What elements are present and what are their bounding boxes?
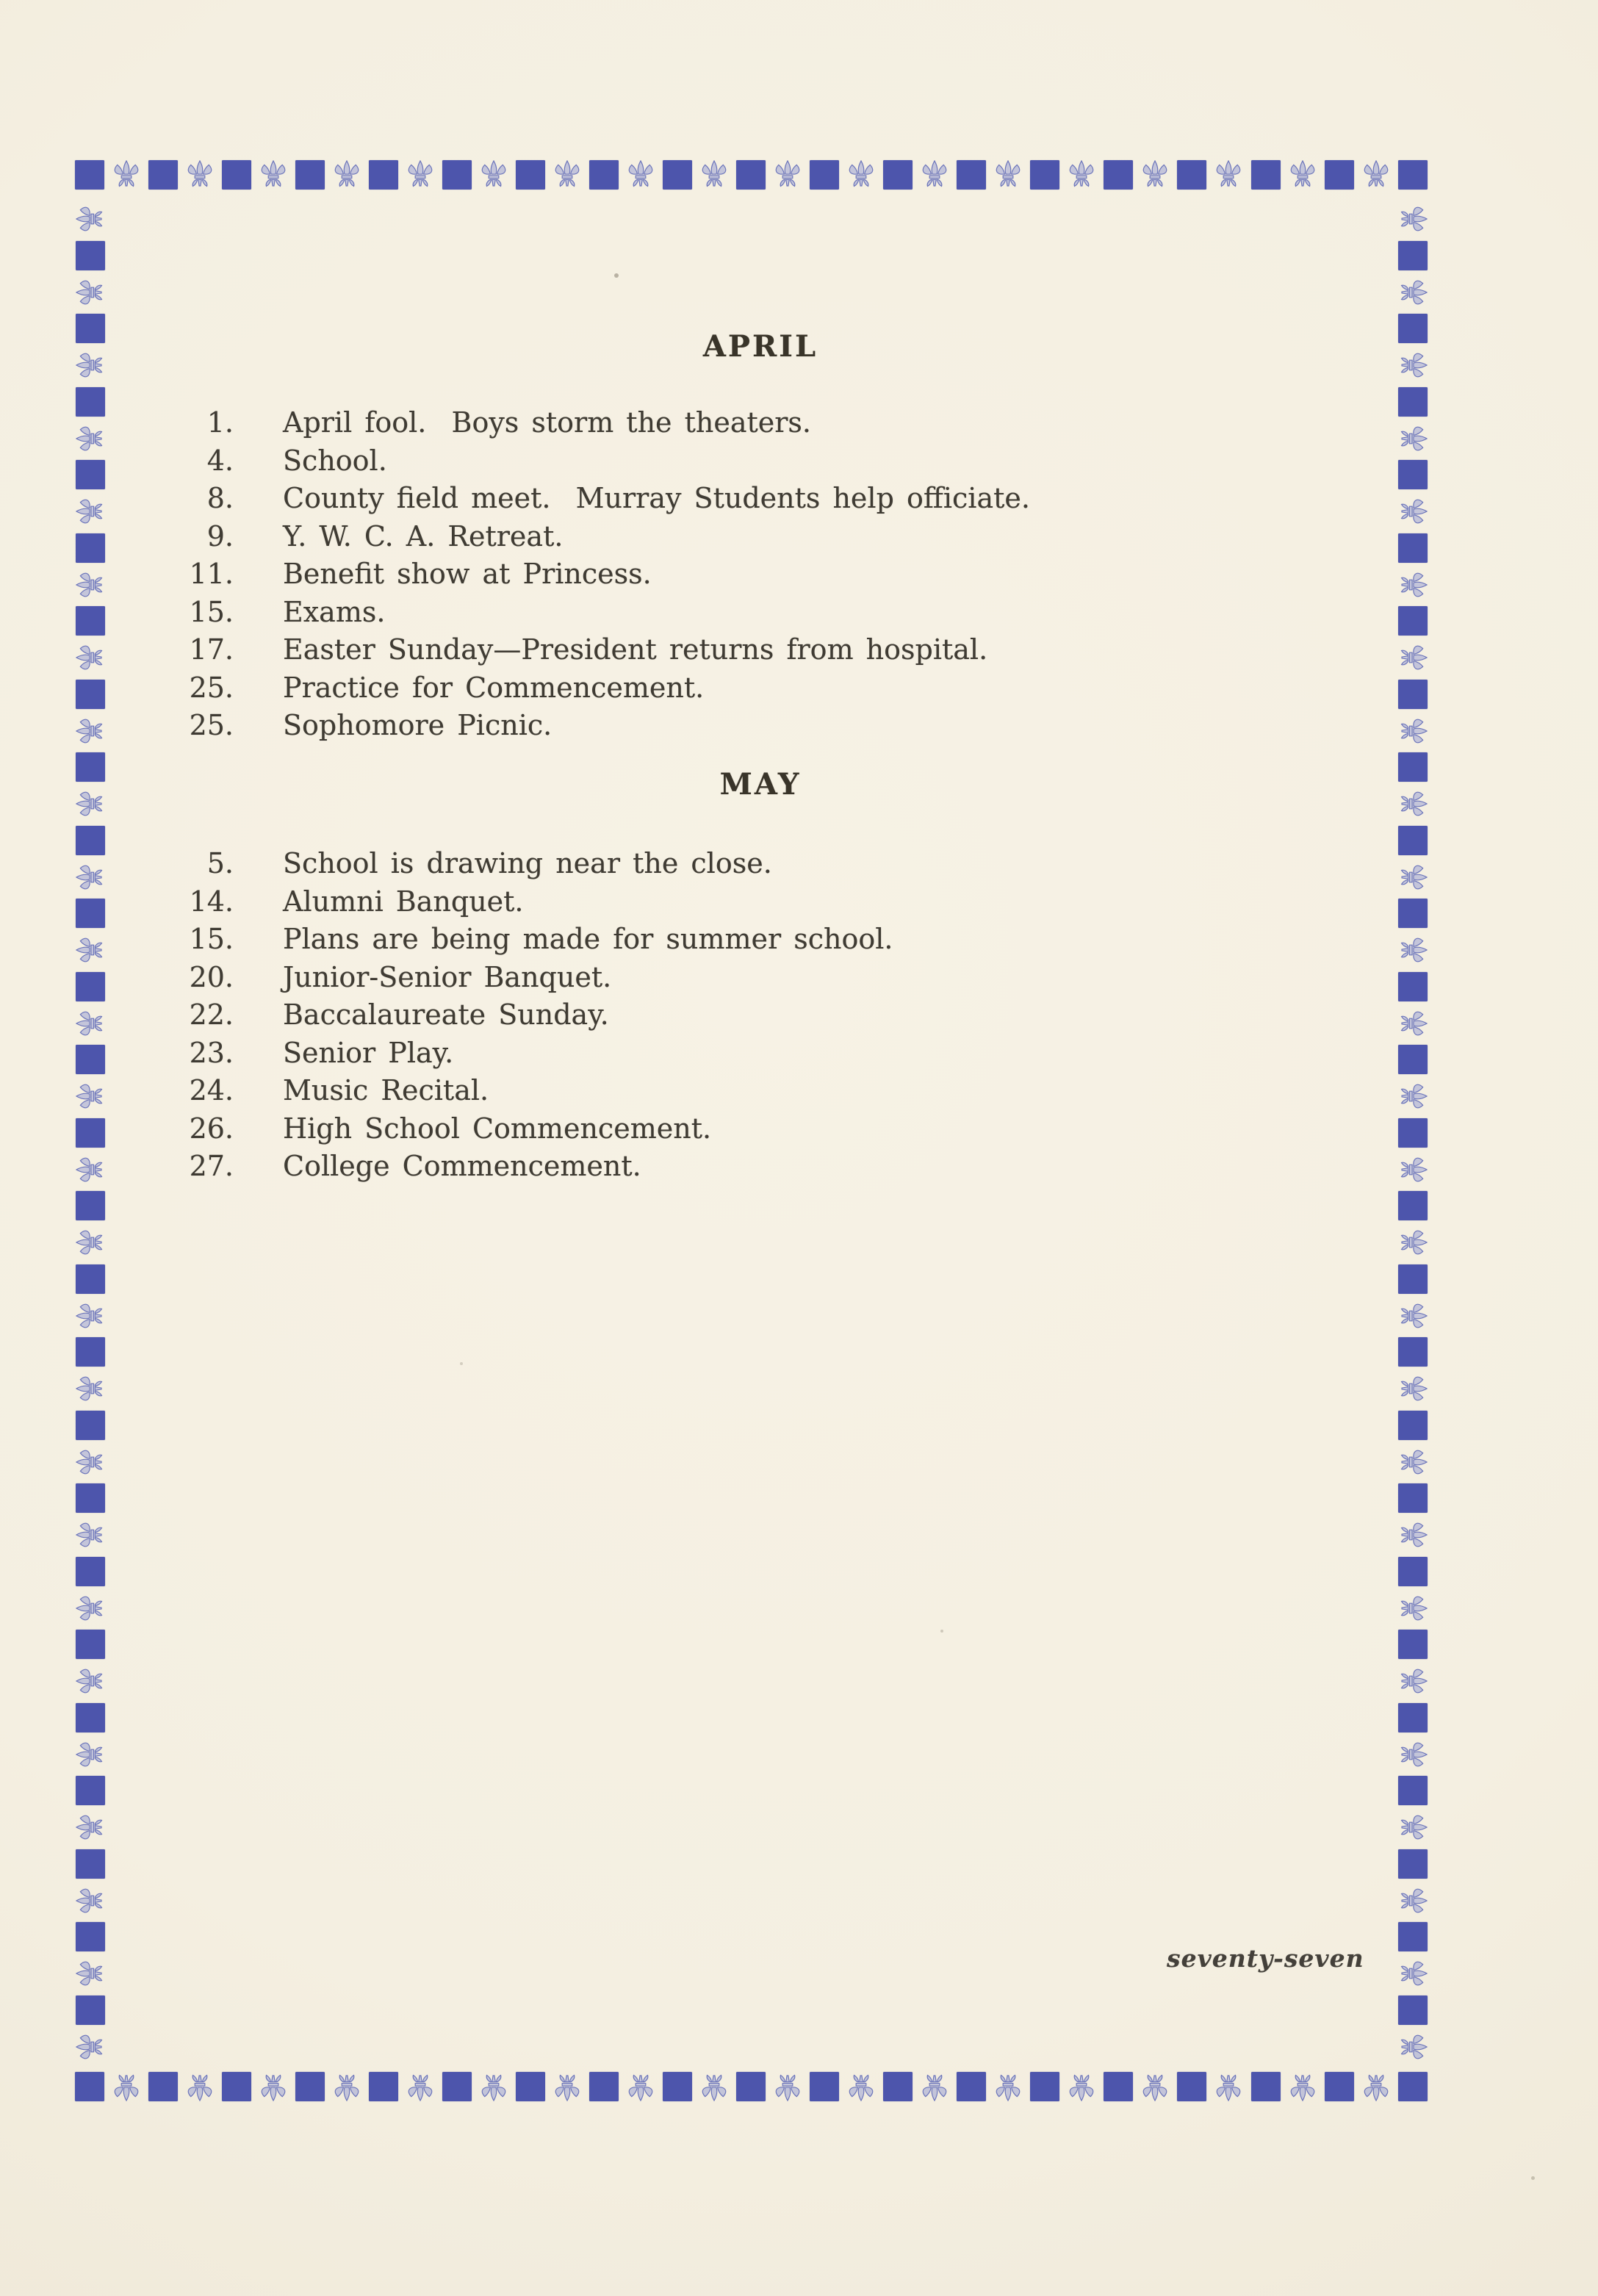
square-tile-icon [736, 160, 766, 190]
event-day: 24. [189, 1074, 234, 1106]
square-tile-icon [1398, 1922, 1428, 1951]
page-number: seventy-seven [1167, 1944, 1364, 1973]
border-right [1397, 204, 1429, 2062]
square-tile-icon [76, 1922, 105, 1951]
event-description: Baccalaureate Sunday. [283, 998, 609, 1031]
event-row [169, 404, 1352, 442]
fleur-de-lis-icon [76, 351, 105, 379]
event-day: 15. [189, 595, 234, 628]
fleur-de-lis-icon [1398, 1228, 1428, 1256]
fleur-de-lis-icon [76, 425, 105, 453]
fleur-de-lis-icon [1398, 1302, 1428, 1330]
event-list-april [169, 404, 1352, 745]
fleur-de-lis-icon [76, 1741, 105, 1768]
fleur-de-lis-icon [1398, 351, 1428, 379]
fleur-de-lis-icon [1398, 644, 1428, 672]
square-tile-icon [76, 1703, 105, 1732]
fleur-de-lis-icon [76, 1594, 105, 1622]
fleur-de-lis-icon [76, 1887, 105, 1915]
square-tile-icon [222, 2072, 251, 2101]
event-day: 26. [189, 1112, 234, 1145]
fleur-de-lis-icon [406, 160, 434, 190]
event-day: 27. [189, 1150, 234, 1182]
fleur-de-lis-icon [76, 1375, 105, 1403]
square-tile-icon [663, 160, 692, 190]
square-tile-icon [76, 826, 105, 855]
square-tile-icon [442, 2072, 472, 2101]
square-tile-icon [1177, 160, 1206, 190]
square-tile-icon [1398, 1191, 1428, 1220]
fleur-de-lis-icon [847, 160, 875, 190]
square-tile-icon [1030, 2072, 1059, 2101]
event-row [169, 707, 1352, 745]
paper-speck [614, 273, 619, 278]
fleur-de-lis-icon [333, 2072, 361, 2101]
fleur-de-lis-icon [333, 160, 361, 190]
event-description: High School Commencement. [283, 1112, 712, 1145]
event-day: 20. [189, 960, 234, 993]
event-day: 11. [189, 558, 234, 590]
event-description: Music Recital. [283, 1074, 489, 1106]
event-row [169, 845, 1352, 883]
paper-speck [1531, 2176, 1535, 2180]
fleur-de-lis-icon [259, 2072, 287, 2101]
square-tile-icon [76, 972, 105, 1001]
fleur-de-lis-icon [1398, 425, 1428, 453]
fleur-de-lis-icon [1398, 1959, 1428, 1987]
fleur-de-lis-icon [76, 2033, 105, 2061]
square-tile-icon [516, 2072, 545, 2101]
square-tile-icon [369, 160, 398, 190]
fleur-de-lis-icon [553, 160, 581, 190]
square-tile-icon [1398, 680, 1428, 709]
square-tile-icon [1398, 2072, 1428, 2101]
square-tile-icon [736, 2072, 766, 2101]
square-tile-icon [76, 1118, 105, 1148]
fleur-de-lis-icon [774, 160, 802, 190]
fleur-de-lis-icon [1398, 1082, 1428, 1110]
event-day: 8. [206, 482, 234, 514]
square-tile-icon [663, 2072, 692, 2101]
square-tile-icon [1398, 460, 1428, 489]
square-tile-icon [76, 752, 105, 782]
square-tile-icon [75, 160, 104, 190]
event-row [169, 1110, 1352, 1148]
fleur-de-lis-icon [76, 1667, 105, 1695]
square-tile-icon [1398, 1337, 1428, 1367]
event-day: 25. [189, 709, 234, 741]
square-tile-icon [76, 1191, 105, 1220]
square-tile-icon [1398, 1630, 1428, 1659]
square-tile-icon [76, 680, 105, 709]
event-row [169, 921, 1352, 959]
square-tile-icon [883, 160, 913, 190]
square-tile-icon [516, 160, 545, 190]
fleur-de-lis-icon [76, 205, 105, 233]
event-row [169, 1034, 1352, 1073]
square-tile-icon [1398, 1849, 1428, 1879]
fleur-de-lis-icon [1398, 2033, 1428, 2061]
square-tile-icon [957, 160, 986, 190]
fleur-de-lis-icon [921, 2072, 949, 2101]
fleur-de-lis-icon [76, 1156, 105, 1184]
square-tile-icon [1251, 160, 1281, 190]
fleur-de-lis-icon [1398, 1887, 1428, 1915]
event-description: Easter Sunday—President returns from hospital. [283, 633, 988, 666]
square-tile-icon [1398, 1045, 1428, 1074]
square-tile-icon [1104, 2072, 1133, 2101]
square-tile-icon [589, 160, 619, 190]
square-tile-icon [1398, 387, 1428, 417]
square-tile-icon [76, 1630, 105, 1659]
event-description: Benefit show at Princess. [283, 558, 652, 590]
event-description: Plans are being made for summer school. [283, 923, 893, 955]
fleur-de-lis-icon [112, 160, 140, 190]
event-description: Sophomore Picnic. [283, 709, 553, 741]
event-row [169, 883, 1352, 921]
square-tile-icon [1325, 160, 1354, 190]
event-row [169, 631, 1352, 669]
square-tile-icon [76, 1483, 105, 1513]
square-tile-icon [76, 533, 105, 563]
fleur-de-lis-icon [406, 2072, 434, 2101]
square-tile-icon [883, 2072, 913, 2101]
square-tile-icon [148, 2072, 178, 2101]
square-tile-icon [222, 160, 251, 190]
event-description: Junior-Senior Banquet. [283, 960, 612, 993]
event-row [169, 594, 1352, 632]
fleur-de-lis-icon [76, 1521, 105, 1549]
square-tile-icon [1398, 1557, 1428, 1586]
fleur-de-lis-icon [1398, 1594, 1428, 1622]
fleur-de-lis-icon [1398, 1010, 1428, 1037]
fleur-de-lis-icon [186, 2072, 214, 2101]
fleur-de-lis-icon [76, 717, 105, 745]
square-tile-icon [810, 2072, 839, 2101]
square-tile-icon [76, 1557, 105, 1586]
event-day: 9. [206, 519, 234, 553]
square-tile-icon [76, 314, 105, 343]
square-tile-icon [1398, 899, 1428, 928]
square-tile-icon [76, 1776, 105, 1805]
square-tile-icon [76, 387, 105, 417]
fleur-de-lis-icon [847, 2072, 875, 2101]
fleur-de-lis-icon [1398, 205, 1428, 233]
event-row [169, 442, 1352, 481]
event-day: 23. [189, 1036, 234, 1069]
square-tile-icon [1398, 1118, 1428, 1148]
fleur-de-lis-icon [1398, 790, 1428, 818]
fleur-de-lis-icon [76, 1959, 105, 1987]
fleur-de-lis-icon [1398, 1375, 1428, 1403]
square-tile-icon [76, 1045, 105, 1074]
square-tile-icon [1398, 533, 1428, 563]
fleur-de-lis-icon [627, 160, 655, 190]
event-description: April fool. Boys storm the theaters. [283, 406, 812, 439]
square-tile-icon [1398, 1483, 1428, 1513]
fleur-de-lis-icon [1214, 2072, 1242, 2101]
fleur-de-lis-icon [76, 863, 105, 891]
event-row [169, 518, 1352, 556]
square-tile-icon [295, 2072, 325, 2101]
square-tile-icon [1398, 826, 1428, 855]
paper-speck [460, 1362, 463, 1365]
event-list-may [169, 845, 1352, 1186]
square-tile-icon [442, 160, 472, 190]
fleur-de-lis-icon [994, 2072, 1022, 2101]
event-description: County field meet. Murray Students help officiate. [283, 482, 1030, 514]
fleur-de-lis-icon [76, 1228, 105, 1256]
fleur-de-lis-icon [1289, 160, 1317, 190]
fleur-de-lis-icon [76, 278, 105, 306]
event-description: Exams. [283, 595, 386, 628]
square-tile-icon [76, 606, 105, 636]
event-row [169, 1148, 1352, 1186]
square-tile-icon [76, 1849, 105, 1879]
square-tile-icon [1398, 1995, 1428, 2025]
event-description: Y. W. C. A. Retreat. [283, 519, 564, 553]
fleur-de-lis-icon [1362, 160, 1390, 190]
event-day: 15. [189, 923, 234, 955]
square-tile-icon [589, 2072, 619, 2101]
square-tile-icon [1398, 241, 1428, 270]
square-tile-icon [1104, 160, 1133, 190]
square-tile-icon [369, 2072, 398, 2101]
event-description: College Commencement. [283, 1150, 641, 1182]
square-tile-icon [76, 241, 105, 270]
fleur-de-lis-icon [76, 1010, 105, 1037]
fleur-de-lis-icon [921, 160, 949, 190]
fleur-de-lis-icon [1398, 1741, 1428, 1768]
square-tile-icon [76, 460, 105, 489]
square-tile-icon [1398, 1703, 1428, 1732]
fleur-de-lis-icon [1362, 2072, 1390, 2101]
fleur-de-lis-icon [1398, 863, 1428, 891]
square-tile-icon [295, 160, 325, 190]
square-tile-icon [810, 160, 839, 190]
fleur-de-lis-icon [700, 2072, 728, 2101]
square-tile-icon [1177, 2072, 1206, 2101]
fleur-de-lis-icon [76, 936, 105, 964]
fleur-de-lis-icon [76, 1448, 105, 1476]
fleur-de-lis-icon [1398, 936, 1428, 964]
square-tile-icon [1398, 972, 1428, 1001]
fleur-de-lis-icon [1398, 717, 1428, 745]
fleur-de-lis-icon [480, 160, 508, 190]
fleur-de-lis-icon [1398, 571, 1428, 599]
section-april [169, 331, 1352, 745]
square-tile-icon [1398, 1264, 1428, 1294]
fleur-de-lis-icon [112, 2072, 140, 2101]
fleur-de-lis-icon [627, 2072, 655, 2101]
square-tile-icon [957, 2072, 986, 2101]
event-row [169, 669, 1352, 708]
fleur-de-lis-icon [1289, 2072, 1317, 2101]
fleur-de-lis-icon [1398, 1667, 1428, 1695]
event-row [169, 959, 1352, 997]
square-tile-icon [1398, 160, 1428, 190]
event-row [169, 996, 1352, 1034]
fleur-de-lis-icon [76, 571, 105, 599]
square-tile-icon [76, 1411, 105, 1440]
event-row [169, 555, 1352, 594]
fleur-de-lis-icon [700, 160, 728, 190]
section-may [169, 769, 1352, 1186]
fleur-de-lis-icon [1141, 160, 1169, 190]
fleur-de-lis-icon [1398, 278, 1428, 306]
event-day: 22. [189, 998, 234, 1031]
fleur-de-lis-icon [553, 2072, 581, 2101]
event-day: 1. [206, 406, 234, 439]
square-tile-icon [1325, 2072, 1354, 2101]
fleur-de-lis-icon [1141, 2072, 1169, 2101]
event-day: 5. [206, 847, 234, 879]
event-description: Practice for Commencement. [283, 671, 705, 704]
square-tile-icon [1398, 752, 1428, 782]
fleur-de-lis-icon [774, 2072, 802, 2101]
event-description: School. [283, 444, 387, 477]
event-description: School is drawing near the close. [283, 847, 772, 879]
border-left [74, 204, 107, 2062]
fleur-de-lis-icon [1398, 1156, 1428, 1184]
fleur-de-lis-icon [76, 1813, 105, 1841]
square-tile-icon [76, 1264, 105, 1294]
square-tile-icon [1398, 314, 1428, 343]
fleur-de-lis-icon [994, 160, 1022, 190]
square-tile-icon [76, 899, 105, 928]
event-day: 17. [189, 633, 234, 666]
event-description: Alumni Banquet. [283, 885, 524, 918]
paper-speck [940, 1630, 943, 1633]
fleur-de-lis-icon [1398, 497, 1428, 525]
fleur-de-lis-icon [76, 790, 105, 818]
event-day: 4. [206, 444, 234, 477]
fleur-de-lis-icon [76, 644, 105, 672]
fleur-de-lis-icon [480, 2072, 508, 2101]
square-tile-icon [1030, 160, 1059, 190]
fleur-de-lis-icon [186, 160, 214, 190]
fleur-de-lis-icon [1214, 160, 1242, 190]
fleur-de-lis-icon [1398, 1521, 1428, 1549]
fleur-de-lis-icon [1068, 2072, 1095, 2101]
border-bottom [75, 2070, 1428, 2103]
fleur-de-lis-icon [76, 1302, 105, 1330]
fleur-de-lis-icon [259, 160, 287, 190]
event-row [169, 1072, 1352, 1110]
section-title-april: APRIL [702, 329, 818, 364]
square-tile-icon [1398, 606, 1428, 636]
square-tile-icon [75, 2072, 104, 2101]
event-day: 25. [189, 671, 234, 704]
fleur-de-lis-icon [76, 497, 105, 525]
square-tile-icon [1251, 2072, 1281, 2101]
event-day: 14. [189, 885, 234, 918]
section-title-may: MAY [719, 767, 802, 802]
event-description: Senior Play. [283, 1036, 454, 1069]
square-tile-icon [1398, 1776, 1428, 1805]
square-tile-icon [76, 1337, 105, 1367]
fleur-de-lis-icon [1068, 160, 1095, 190]
fleur-de-lis-icon [1398, 1448, 1428, 1476]
square-tile-icon [1398, 1411, 1428, 1440]
square-tile-icon [148, 160, 178, 190]
border-top [75, 159, 1428, 191]
fleur-de-lis-icon [76, 1082, 105, 1110]
event-row [169, 480, 1352, 518]
fleur-de-lis-icon [1398, 1813, 1428, 1841]
square-tile-icon [76, 1995, 105, 2025]
